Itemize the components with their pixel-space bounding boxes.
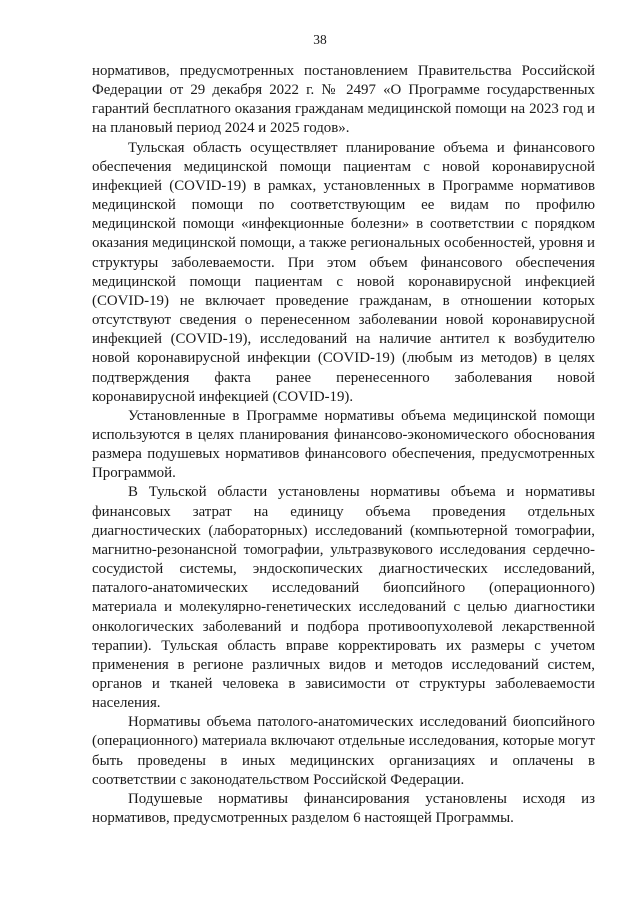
- paragraph-pathology-norms: Нормативы объема патолого-анатомических исследований биопсийного (операционного) материала включают отдельные исследования, которые могут быть проведены в иных медицинских организациях и оплачены в соответствии с законодательством Российской Федерации.: [92, 714, 595, 788]
- paragraph-norms-usage: Установленные в Программе нормативы объема медицинской помощи используются в целях планирования финансово-экономического обоснования размера подушевых нормативов финансового обеспечения, предусмотренных Программой.: [92, 407, 595, 482]
- paragraph-diagnostic-norms: В Тульской области установлены нормативы объема и нормативы финансовых затрат на единицу объема проведения отдельных диагностических (лабораторных) исследований (компьютерной томографии, магнитно-резонансной томографии, ультразвукового исследования сердечно-сосудистой системы, эндоскопических диагностических исследований, паталого-анатомических исследований биопсийного (операционного) материала и молекулярно-генетических исследований с целью диагностики онкологических заболеваний и подбора противоопухолевой лекарственной терапии). Тульская область вправе корректировать их размеры с учетом применения в регионе различных видов и методов исследований систем, органов и тканей человека в зависимости от структуры заболеваемости населения.: [92, 484, 595, 712]
- paragraph-continuation: нормативов, предусмотренных постановлением Правительства Российской Федерации от 29 декабря 2022 г. № 2497 «О Программе государственных гарантий бесплатного оказания гражданам медицинской помощи на 2023 год и на плановый период 2024 и 2025 годов».: [92, 63, 595, 137]
- paragraph-per-capita-norms: Подушевые нормативы финансирования установлены исходя из нормативов, предусмотренных разделом 6 настоящей Программы.: [92, 790, 595, 827]
- paragraph-covid-planning: Тульская область осуществляет планирование объема и финансового обеспечения медицинской помощи пациентам с новой коронавирусной инфекцией (COVID-19) в рамках, установленных в Программе нормативов медицинской помощи по соответствующим ее видам по профилю медицинской помощи «инфекционные болезни» в соответствии с порядком оказания медицинской помощи, а также региональных особенностей, уровня и структуры заболеваемости. При этом объем финансового обеспечения медицинской помощи пациентам с новой коронавирусной инфекцией (COVID-19) не включает проведение гражданам, в отношении которых отсутствуют сведения о перенесенном заболевании новой коронавирусной инфекцией (COVID-19), исследований на наличие антител к возбудителю новой коронавирусной инфекции (COVID-19) (любым из методов) в целях подтверждения факта ранее перенесенного заболевания новой коронавирусной инфекцией (COVID-19).: [92, 139, 595, 405]
- page-number: 38: [313, 32, 327, 47]
- document-body: [92, 62, 595, 828]
